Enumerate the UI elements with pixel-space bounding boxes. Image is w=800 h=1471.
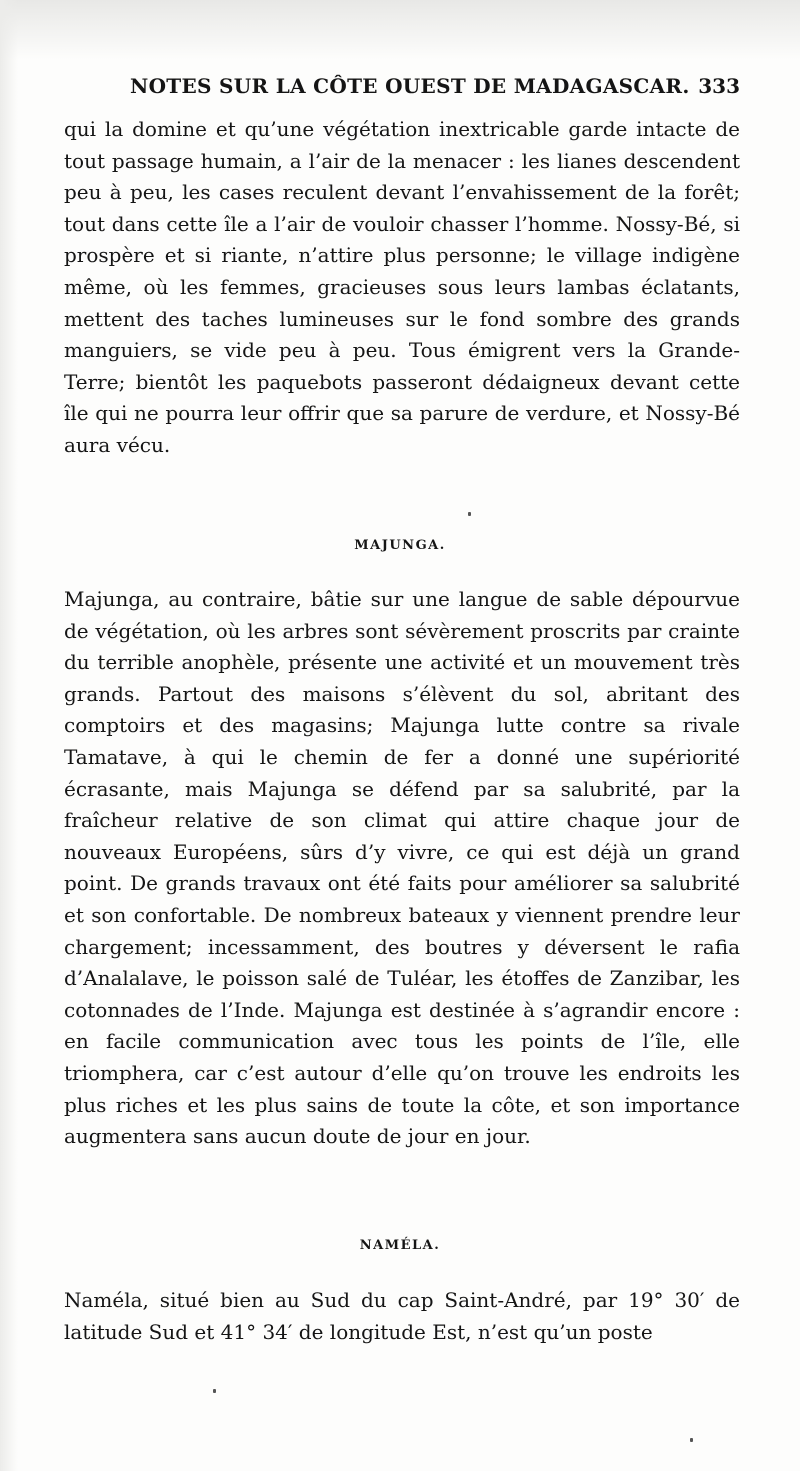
paragraph-nossy-be: qui la domine et qu’une végétation inextricable garde intacte de tout passage humain, a l’air de la menacer : les lianes descendent peu à peu, les cases reculent devant l’envahissement de la forêt; tout dans cette île a l’air de vouloir chasser l’homme. Nossy-Bé, si prospère et si riante, n’attire plus personne; le village indigène même, où les femmes, gracieuses sous leurs lambas éclatants, mettent des taches lumineuses sur le fond sombre des grands manguiers, se vide peu à peu. Tous émigrent vers la Grande-Terre; bientôt les paquebots passeront dédaigneux devant cette île qui ne pourra leur offrir que sa parure de verdure, et Nossy-Bé aura vécu. xyxy=(64,117,740,457)
page-header xyxy=(130,74,740,108)
page-number: 333 xyxy=(698,74,740,98)
ink-speck xyxy=(690,1438,693,1442)
ink-speck xyxy=(468,512,471,516)
section-heading-namela: NAMÉLA. xyxy=(359,1238,441,1253)
paragraph-majunga: Majunga, au contraire, bâtie sur une langue de sable dépourvue de végétation, où les arbres sont sévèrement proscrits par crainte du terrible anophèle, présente une activité et un mouvement très grands. Partout des maisons s’élèvent du sol, abritant des comptoirs et des magasins; Majunga lutte contre sa rivale Tamatave, à qui le chemin de fer a donné une supériorité écrasante, mais Majunga se défend par sa salubrité, par la fraîcheur relative de son climat qui attire chaque jour de nouveaux Européens, sûrs d’y vivre, ce qui est déjà un grand point. De grands travaux ont été faits pour améliorer sa salubrité et son confortable. De nombreux bateaux y viennent prendre leur chargement; incessamment, des boutres y déversent le rafia d’Analalave, le poisson salé de Tuléar, les étoffes de Zanzibar, les cotonnades de l’Inde. Majunga est destinée à s’agrandir encore : en facile communication avec tous les points de l’île, elle triomphera, car c’est autour d’elle qu’on trouve les endroits les plus riches et les plus sains de toute la côte, et son importance augmentera sans aucun doute de jour en jour. xyxy=(64,587,740,1149)
paragraph-namela: Naméla, situé bien au Sud du cap Saint-André, par 19° 30′ de latitude Sud et 41° 34′ de longitude Est, n’est qu’un poste xyxy=(64,1288,740,1344)
section-heading-majunga: MAJUNGA. xyxy=(354,538,446,553)
scan-shadow-top xyxy=(0,0,800,60)
ink-speck xyxy=(213,1389,216,1393)
running-head: NOTES SUR LA CÔTE OUEST DE MADAGASCAR. xyxy=(130,74,690,98)
